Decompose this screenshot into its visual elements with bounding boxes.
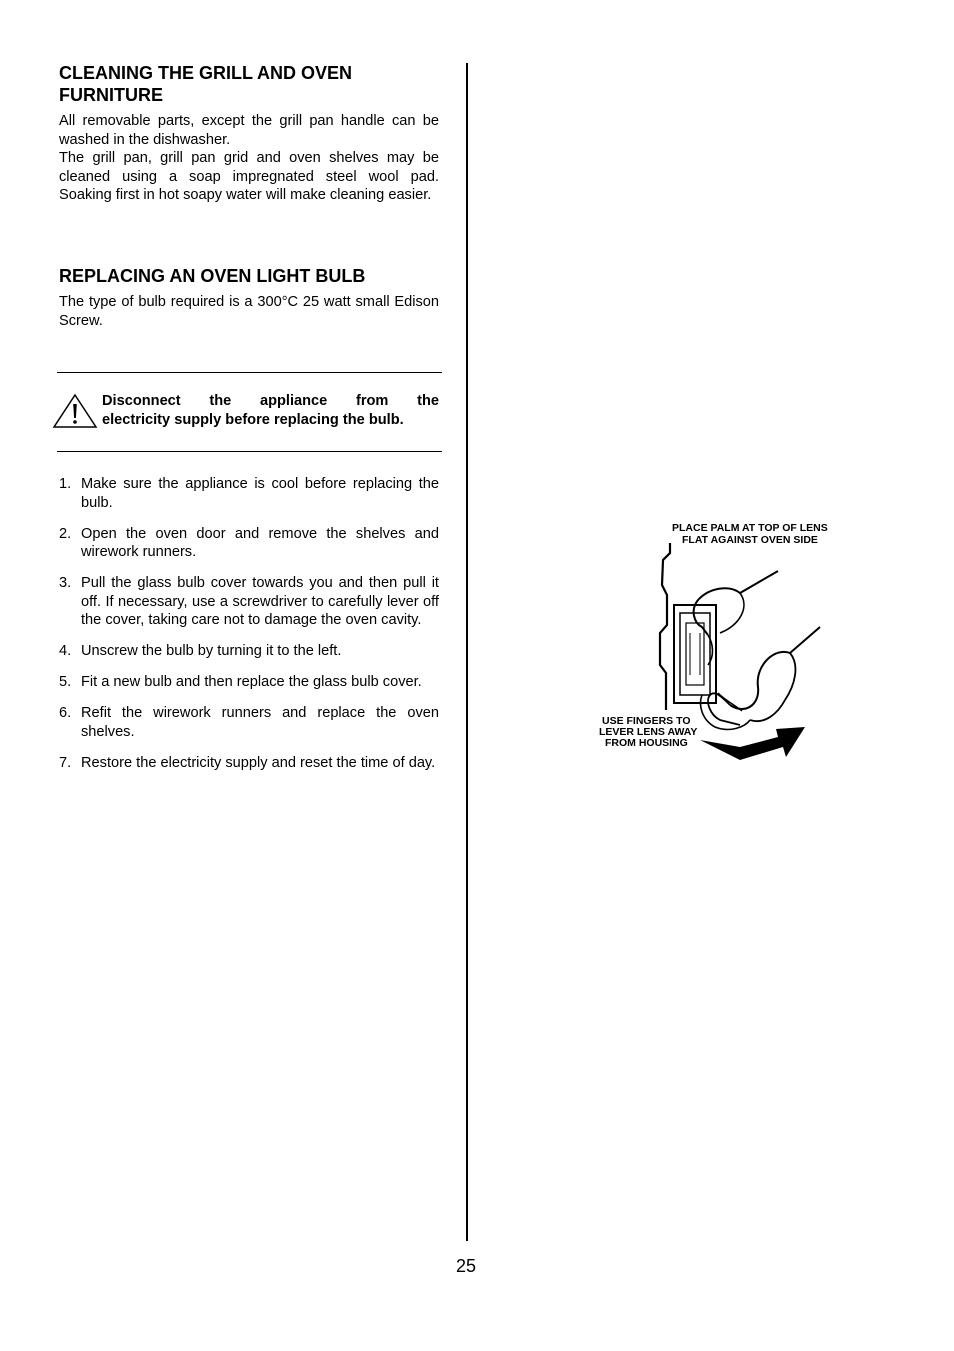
- warning-triangle-icon: [52, 393, 98, 429]
- bulb-type-para: The type of bulb required is a 300°C 25 watt small Edison Screw.: [59, 294, 439, 329]
- section-cleaning: [59, 62, 439, 205]
- section-title-cleaning: CLEANING THE GRILL AND OVEN FURNITURE: [59, 63, 353, 105]
- list-item: 3. Pull the glass bulb cover towards you and then pull it off. If necessary, use a screwdriver to carefully lever off the cover, taking care not to damage the oven cavity.: [59, 575, 439, 628]
- list-item: 4. Unscrew the bulb by turning it to the left.: [59, 643, 342, 659]
- list-item: 5. Fit a new bulb and then replace the glass bulb cover.: [59, 674, 422, 690]
- section-replacing-bulb: [59, 265, 439, 330]
- page-number: 25: [456, 1256, 477, 1276]
- bulb-cover-illustration: [590, 515, 850, 770]
- cleaning-para-1: All removable parts, except the grill pan handle can be washed in the dishwasher.: [59, 113, 439, 148]
- column-divider: [466, 63, 468, 1241]
- section-title-replacing-bulb: REPLACING AN OVEN LIGHT BULB: [59, 266, 366, 286]
- cleaning-para-2: The grill pan, grill pan grid and oven shelves may be cleaned using a soap impregnated steel wool pad. Soaking first in hot soapy water will make cleaning easier.: [59, 150, 439, 203]
- caption-bottom-line-1: USE FINGERS TO: [602, 715, 691, 727]
- list-item: 7. Restore the electricity supply and reset the time of day.: [59, 754, 436, 771]
- caption-top-line-2: FLAT AGAINST OVEN SIDE: [682, 534, 818, 546]
- warning-text: Disconnect the appliance from the electricity supply before replacing the bulb.: [102, 393, 439, 428]
- caption-bottom-line-3: FROM HOUSING: [605, 737, 688, 749]
- caption-top-line-1: PLACE PALM AT TOP OF LENS: [672, 522, 828, 534]
- list-item: 2. Open the oven door and remove the shelves and wirework runners.: [59, 525, 439, 560]
- warning-box: [57, 372, 442, 452]
- list-item: 1. Make sure the appliance is cool before replacing the bulb.: [59, 476, 439, 511]
- caption-bottom-line-2: LEVER LENS AWAY: [599, 726, 698, 738]
- bulb-replacement-steps: [59, 475, 439, 785]
- list-item: 6. Refit the wirework runners and replace the oven shelves.: [59, 705, 439, 740]
